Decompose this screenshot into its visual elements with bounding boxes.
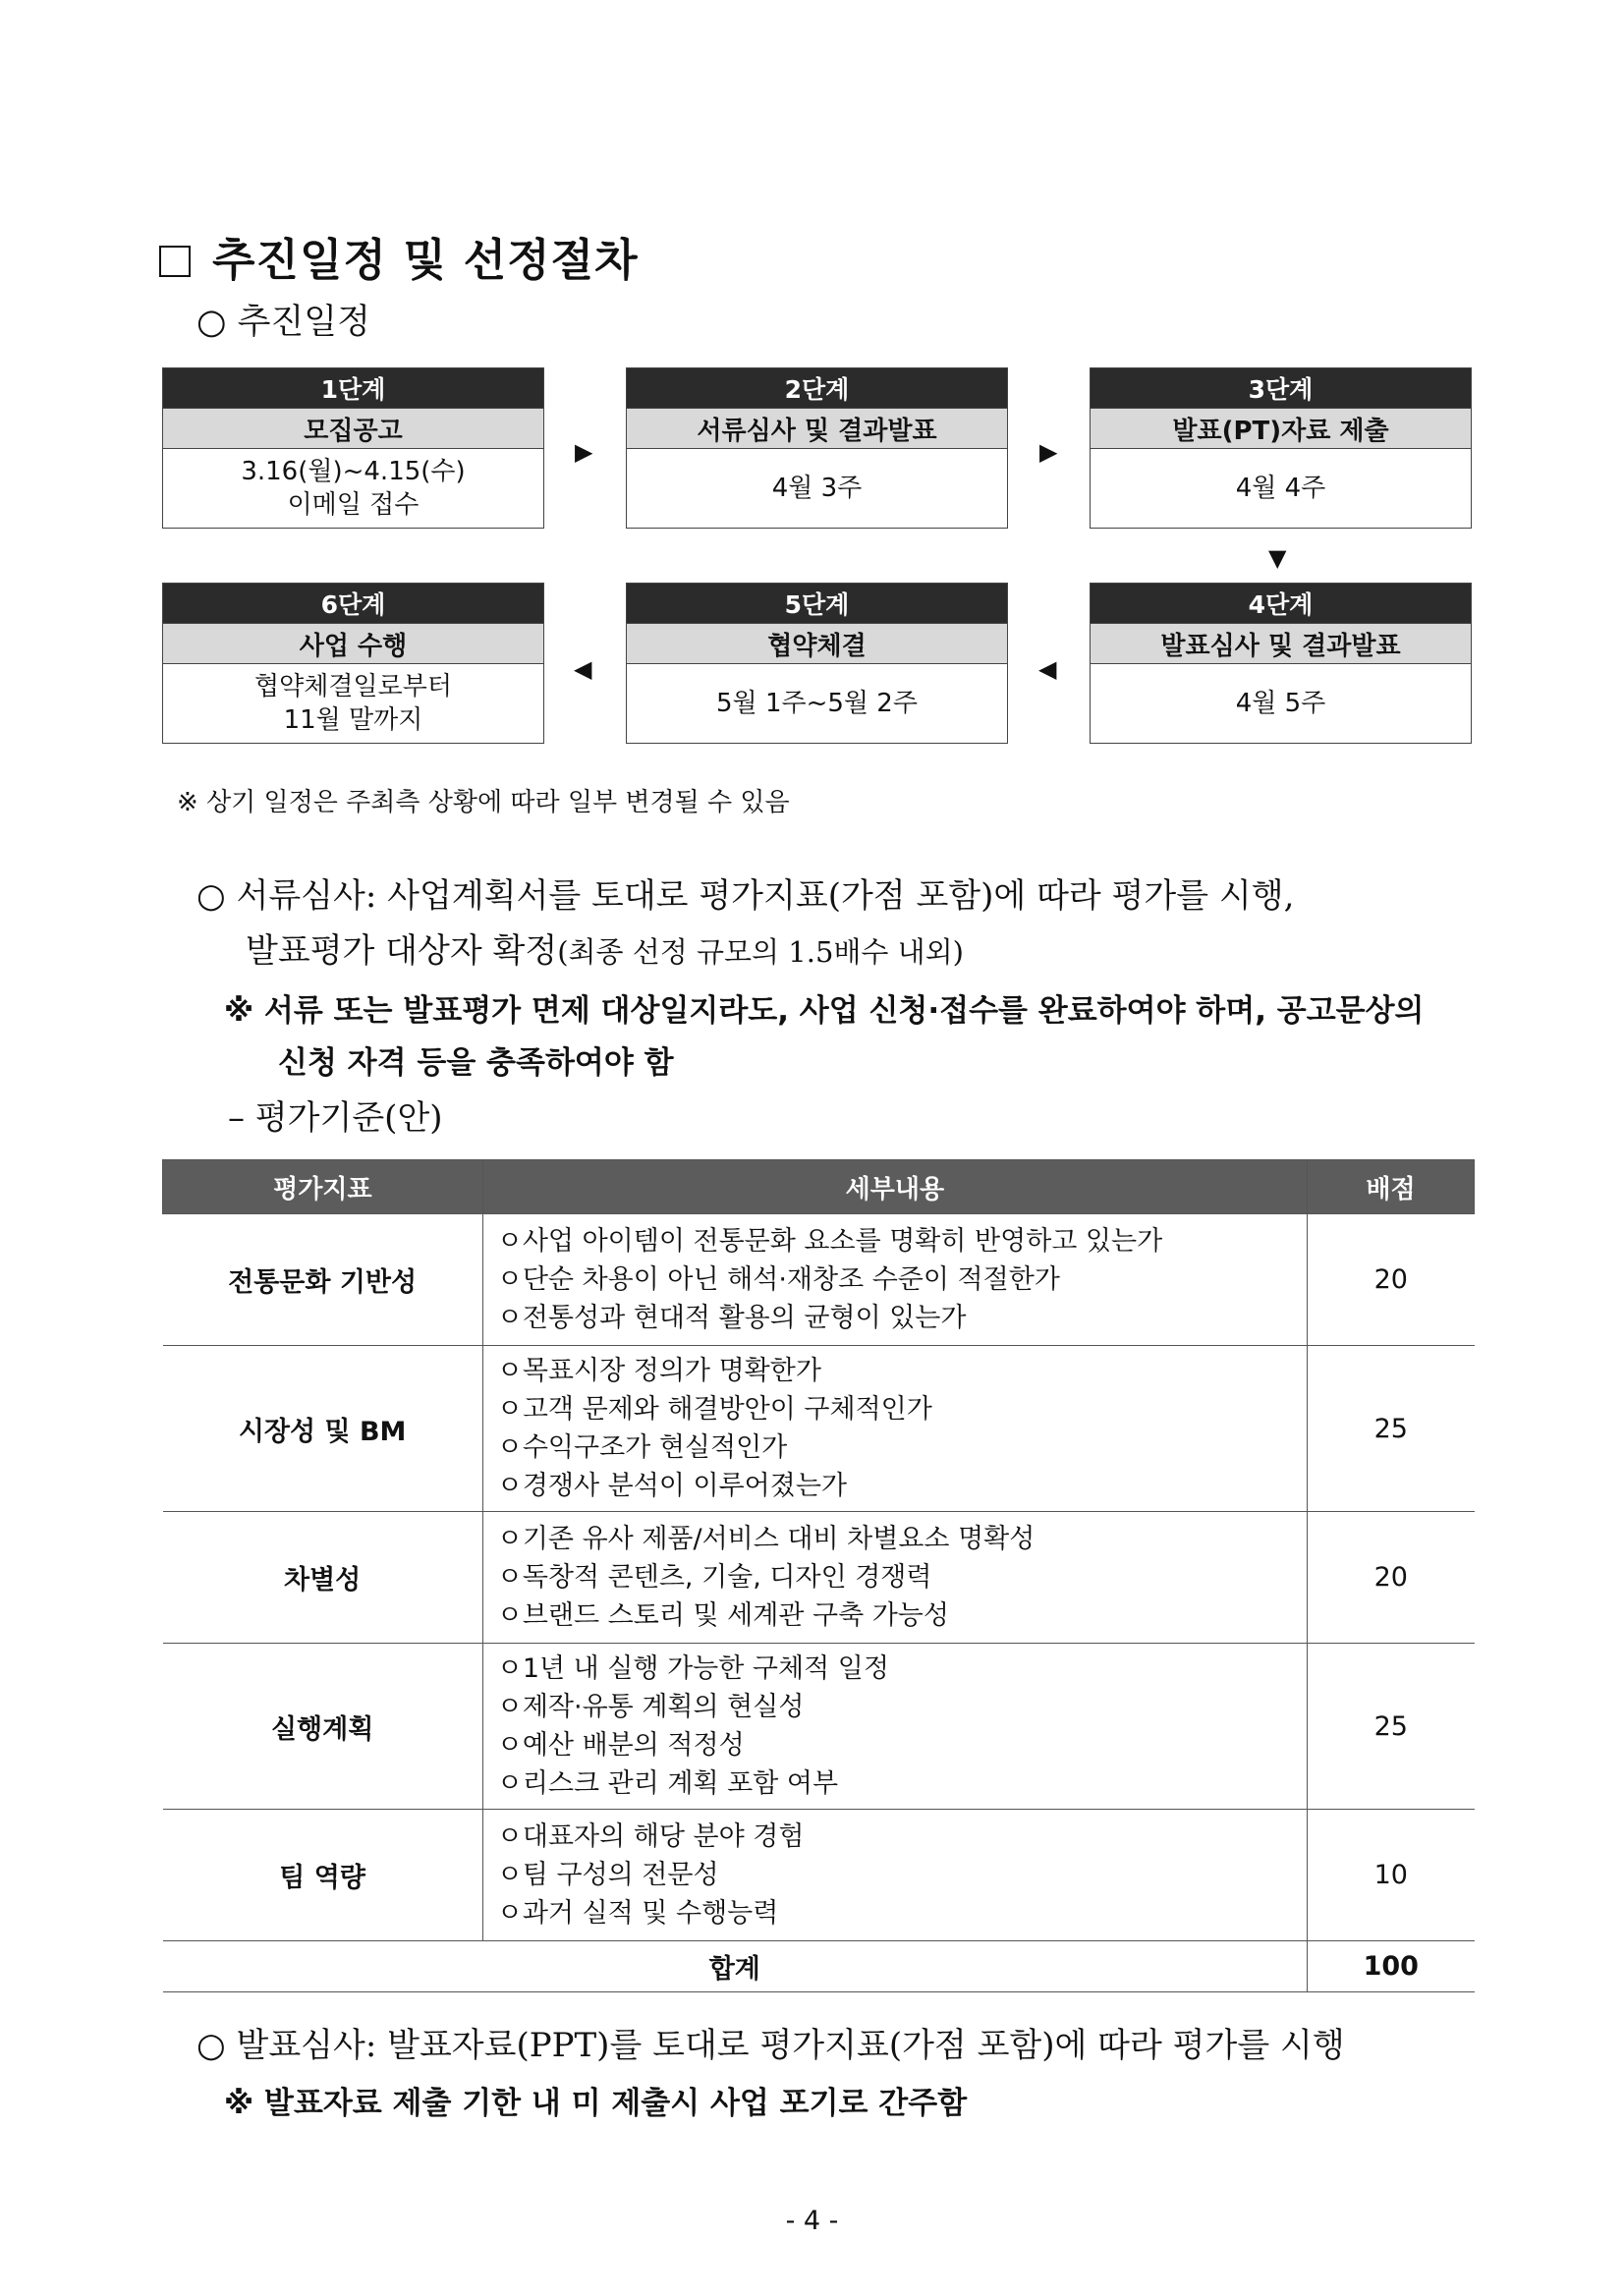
step-body xyxy=(1091,664,1471,743)
detail-cell xyxy=(482,1810,1307,1941)
step-box-1 xyxy=(162,367,544,529)
step-body-line: 4월 4주 xyxy=(1235,474,1326,503)
step-box-6 xyxy=(162,583,544,744)
schedule-note: ※ 상기 일정은 주최측 상황에 따라 일부 변경될 수 있음 xyxy=(177,788,790,817)
column-header: 세부내용 xyxy=(482,1160,1307,1214)
document-review-line1: ○ 서류심사: 사업계획서를 토대로 평가지표(가점 포함)에 따라 평가를 시행, xyxy=(196,876,1295,916)
detail-line: ㅇ리스크 관리 계획 포함 여부 xyxy=(496,1768,839,1799)
checkbox-square-icon xyxy=(159,246,191,277)
step-body-line: 11월 말까지 xyxy=(283,705,423,735)
detail-line: ㅇ고객 문제와 해결방안이 구체적인가 xyxy=(496,1394,932,1425)
score-cell: 20 xyxy=(1308,1512,1475,1644)
step-body-line: 4월 3주 xyxy=(771,474,863,503)
total-label-cell: 합계 xyxy=(163,1941,1308,1992)
detail-line: ㅇ경쟁사 분석이 이루어졌는가 xyxy=(496,1471,847,1501)
table-header-row xyxy=(163,1160,1475,1214)
step-body xyxy=(1091,449,1471,528)
presentation-review-line1: ○ 발표심사: 발표자료(PPT)를 토대로 평가지표(가점 포함)에 따라 평가를 시행 xyxy=(196,2026,1345,2065)
step-stage: 5단계 xyxy=(627,584,1007,623)
document-review-paren: (최종 선정 규모의 1.5배수 내외) xyxy=(557,935,964,969)
section-title xyxy=(159,224,639,288)
table-row xyxy=(163,1644,1475,1810)
step-name: 사업 수행 xyxy=(163,623,543,664)
column-header: 배점 xyxy=(1308,1160,1475,1214)
detail-line: ㅇ기존 유사 제품/서비스 대비 차별요소 명확성 xyxy=(496,1524,1036,1554)
criterion-cell: 팀 역량 xyxy=(163,1810,483,1941)
detail-line: ㅇ수익구조가 현실적인가 xyxy=(496,1432,788,1463)
detail-line: ㅇ전통성과 현대적 활용의 균형이 있는가 xyxy=(496,1303,967,1333)
step-name: 모집공고 xyxy=(163,408,543,449)
detail-line: ㅇ단순 차용이 아닌 해석·재창조 수준이 적절한가 xyxy=(496,1264,1060,1295)
step-name: 협약체결 xyxy=(627,623,1007,664)
document-review-line2 xyxy=(246,924,964,972)
criterion-cell: 실행계획 xyxy=(163,1644,483,1810)
table-row xyxy=(163,1512,1475,1644)
score-cell: 20 xyxy=(1308,1214,1475,1346)
section-title-text: 추진일정 및 선정절차 xyxy=(212,234,639,286)
step-body xyxy=(163,664,543,743)
step-stage: 2단계 xyxy=(627,368,1007,408)
detail-line: ㅇ목표시장 정의가 명확한가 xyxy=(496,1356,821,1386)
detail-line: ㅇ대표자의 해당 분야 경험 xyxy=(496,1821,805,1852)
step-body-line: 3.16(월)~4.15(수) xyxy=(241,457,466,486)
arrow-down-icon: ▼ xyxy=(1268,544,1287,572)
step-stage: 6단계 xyxy=(163,584,543,623)
step-body-line: 4월 5주 xyxy=(1235,689,1326,718)
criterion-cell: 전통문화 기반성 xyxy=(163,1214,483,1346)
step-stage: 3단계 xyxy=(1091,368,1471,408)
step-body xyxy=(627,449,1007,528)
score-cell: 25 xyxy=(1308,1346,1475,1512)
step-name: 발표(PT)자료 제출 xyxy=(1091,408,1471,449)
detail-line: ㅇ사업 아이템이 전통문화 요소를 명확히 반영하고 있는가 xyxy=(496,1226,1163,1257)
table-row xyxy=(163,1346,1475,1512)
sub-title: ○ 추진일정 xyxy=(196,303,370,342)
detail-cell xyxy=(482,1644,1307,1810)
score-cell: 10 xyxy=(1308,1810,1475,1941)
detail-line: ㅇ예산 배분의 적정성 xyxy=(496,1730,745,1761)
document-review-main: 발표평가 대상자 확정 xyxy=(246,931,558,971)
step-body xyxy=(163,449,543,528)
criterion-cell: 시장성 및 BM xyxy=(163,1346,483,1512)
total-score-cell: 100 xyxy=(1308,1941,1475,1992)
detail-line: ㅇ제작·유통 계획의 현실성 xyxy=(496,1692,805,1722)
step-box-4 xyxy=(1090,583,1472,744)
arrow-left-icon: ◀ xyxy=(574,655,592,683)
step-body-line: 5월 1주~5월 2주 xyxy=(716,689,918,718)
detail-cell xyxy=(482,1346,1307,1512)
criterion-cell: 차별성 xyxy=(163,1512,483,1644)
page-number: - 4 - xyxy=(785,2206,839,2236)
step-box-3 xyxy=(1090,367,1472,529)
detail-line: ㅇ과거 실적 및 수행능력 xyxy=(496,1898,779,1929)
step-name: 서류심사 및 결과발표 xyxy=(627,408,1007,449)
arrow-right-icon: ▶ xyxy=(575,438,593,466)
step-stage: 1단계 xyxy=(163,368,543,408)
document-review-note-line2: 신청 자격 등을 충족하여야 함 xyxy=(278,1045,674,1081)
column-header: 평가지표 xyxy=(163,1160,483,1214)
step-body xyxy=(627,664,1007,743)
detail-line: ㅇ1년 내 실행 가능한 구체적 일정 xyxy=(496,1653,889,1684)
step-body-line: 협약체결일로부터 xyxy=(254,672,452,701)
detail-line: ㅇ브랜드 스토리 및 세계관 구축 가능성 xyxy=(496,1600,949,1631)
score-cell: 25 xyxy=(1308,1644,1475,1810)
step-box-2 xyxy=(626,367,1008,529)
table-total-row xyxy=(163,1941,1475,1992)
presentation-review-note: ※ 발표자료 제출 기한 내 미 제출시 사업 포기로 간주함 xyxy=(224,2086,968,2121)
evaluation-table xyxy=(162,1159,1475,1992)
table-row xyxy=(163,1214,1475,1346)
table-row xyxy=(163,1810,1475,1941)
document-review-note-line1: ※ 서류 또는 발표평가 면제 대상일지라도, 사업 신청·접수를 완료하여야 하며, 공고문상의 xyxy=(224,993,1425,1029)
step-name: 발표심사 및 결과발표 xyxy=(1091,623,1471,664)
arrow-right-icon: ▶ xyxy=(1039,438,1058,466)
step-body-line: 이메일 접수 xyxy=(287,490,420,520)
arrow-left-icon: ◀ xyxy=(1038,655,1057,683)
detail-cell xyxy=(482,1512,1307,1644)
step-stage: 4단계 xyxy=(1091,584,1471,623)
step-box-5 xyxy=(626,583,1008,744)
criteria-title: – 평가기준(안) xyxy=(228,1098,443,1138)
detail-line: ㅇ팀 구성의 전문성 xyxy=(496,1860,719,1890)
detail-line: ㅇ독창적 콘텐츠, 기술, 디자인 경쟁력 xyxy=(496,1562,932,1593)
detail-cell xyxy=(482,1214,1307,1346)
